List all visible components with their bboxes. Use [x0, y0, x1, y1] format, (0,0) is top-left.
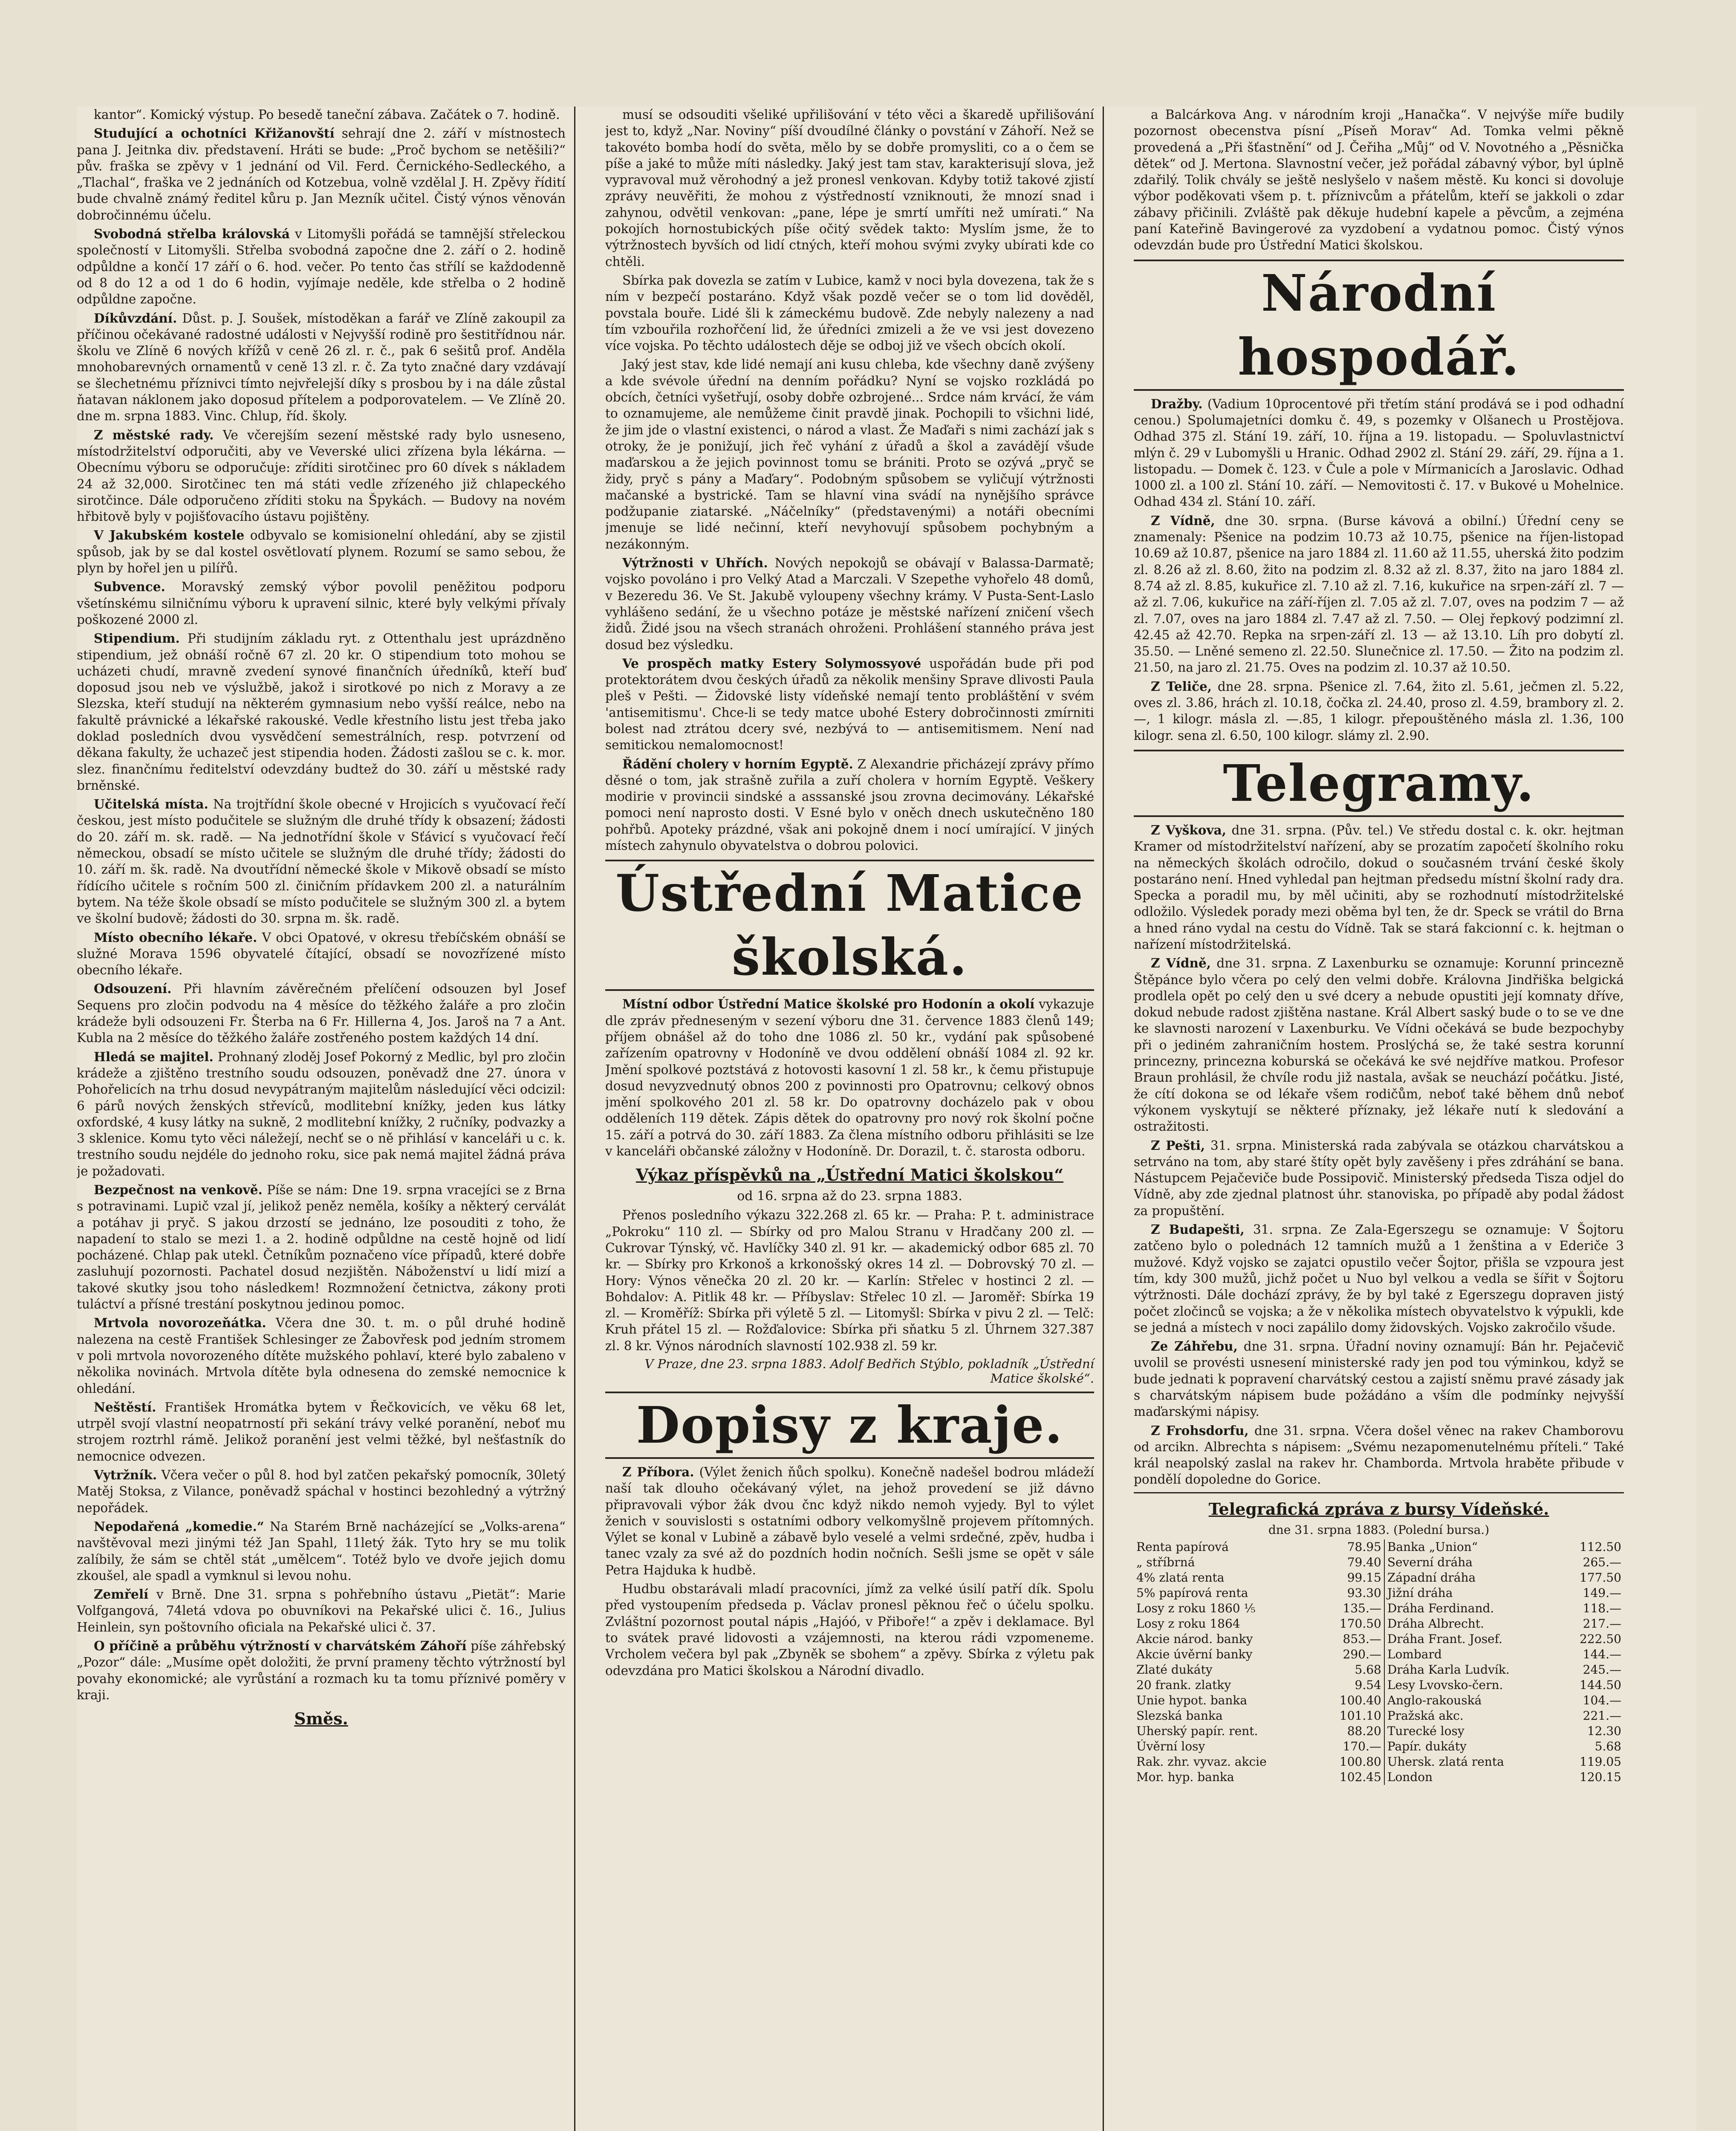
stock-value: 135.— [1320, 1601, 1384, 1616]
stock-value: 12.30 [1587, 1724, 1621, 1738]
stock-name: Papír. dukáty [1387, 1739, 1467, 1753]
article-lead: Zemřelí [94, 1587, 149, 1602]
stock-row [1134, 1708, 1624, 1724]
stock-name: Pražská akc. [1387, 1708, 1464, 1723]
vykaz-subheading: od 16. srpna až do 23. srpna 1883. [737, 1189, 962, 1204]
telegramy-heading: Telegramy. [1134, 750, 1624, 817]
article-paragraph [77, 1586, 566, 1635]
stock-name: Losy z roku 1864 [1136, 1616, 1240, 1631]
column-1 [77, 107, 575, 2131]
stock-name: London [1387, 1770, 1433, 1784]
article-paragraph [1134, 107, 1624, 254]
col2b-articles [605, 996, 1094, 1159]
article-lead: O příčině a průběhu výtržností v charvátském Záhoří [94, 1638, 467, 1654]
stock-row [1134, 1693, 1624, 1708]
stock-value: 265.— [1583, 1555, 1621, 1569]
stock-value: 100.80 [1320, 1754, 1384, 1770]
stock-value: 120.15 [1580, 1770, 1621, 1784]
article-text: Moravský zemský výbor povolil peněžitou podporu všetínskému silničnímu výboru k upravení silnic, které byly velkými přívaly poškozené 2000 zl. [77, 580, 566, 627]
article-paragraph [1134, 822, 1624, 953]
stock-name: Akcie úvěrní banky [1136, 1647, 1253, 1661]
stock-name: Dráha Frant. Josef. [1387, 1631, 1502, 1646]
stock-value: 99.15 [1320, 1570, 1384, 1585]
article-lead: Mrtvola novorozeňátka. [94, 1315, 266, 1331]
article-text: píše záhřebský „Pozor“ dále: „Musíme opět doložiti, že první prameny těchto výtržností byl povahy ekonomické; ale vyrůstání a rozmach ku ta tomu příznivé poměry v kraji. [77, 1639, 566, 1702]
dopisy-heading: Dopisy z kraje. [605, 1392, 1094, 1459]
stock-value: 9.54 [1320, 1678, 1384, 1693]
stock-value: 853.— [1320, 1631, 1384, 1647]
article-paragraph [77, 796, 566, 927]
article-lead: Ze Záhřebu, [1151, 1339, 1238, 1354]
article-lead: Místní odbor Ústřední Matice školské pro Hodonín a okolí [622, 996, 1035, 1012]
stock-name: Západní dráha [1387, 1570, 1476, 1585]
stock-value: 78.95 [1320, 1539, 1384, 1555]
article-paragraph [77, 310, 566, 424]
stock-name: Dráha Albrecht. [1387, 1616, 1484, 1631]
article-paragraph [605, 356, 1094, 552]
article-paragraph [77, 427, 566, 525]
article-lead: Z Vyškova, [1151, 822, 1227, 837]
article-text: Včera dne 30. t. m. o půl druhé hodině nalezena na cestě František Schlesinger ze Žabovřesk pod jedním stromem v poli mrtvola novorozeného dítěte mužského pohlaví, které bylo zabaleno v několika novinách. Mrtvola dítěte byla odnesena do zemské nemocnice k ohledání. [77, 1316, 566, 1396]
stock-name: Akcie národ. banky [1136, 1631, 1253, 1646]
article-lead: Subvence. [94, 579, 165, 595]
article-text: (Výlet ženich ňůch spolku). Konečně nadešel bodrou mládeží naší tak dlouho očekávaný výlet, na jehož provedení se již dávno připravovali výbor žák dvou čnc když nikdo nemoh vyjedy. Byl to výlet ženich v souvislosti s ostatními odbory velkomyšlně projevem přítomných. Výlet se konal v Lubině a zábavě bylo veselé a velmi srdečné, zpěv, hudba i tanec vzaly za své až do pozdních hodin nočních. Sešli jsme se opět v sále Petra Hajduka k hudbě. [605, 1465, 1095, 1577]
stock-value: 177.50 [1580, 1570, 1621, 1585]
stock-row [1134, 1616, 1624, 1631]
article-text: dne 31. srpna. Včera došel věnec na rakev Chamborovu od arcikn. Albrechta s nápisem: „Svému nezapomenutelnému příteli.“ Také král neapolský zaslal na rakev hr. Chamborda. Mrtvola hraběte přibude v pondělí dopoledne do Gorice. [1134, 1423, 1624, 1487]
article-paragraph [1134, 1423, 1624, 1488]
divider [1134, 1492, 1624, 1493]
article-text: Sbírka pak dovezla se zatím v Lubice, kamž v noci byla dovezena, tak že s ním v bezpečí postaráno. Když však pozdě večer se o tom lid dověděl, povstala bouře. Lidé šli k zámeckému budově. Zde nebyly nalezeny a nad tím vzbouřila rozhořčení lid, že úředníci zmizeli a že ve vsi jest dovezeno více vojska. Po těchto událostech děje se odboj již ve všech obcích okolí. [605, 273, 1094, 353]
stock-row [1134, 1585, 1624, 1601]
article-lead: Řádění cholery v horním Egyptě. [622, 756, 853, 771]
article-paragraph [1134, 396, 1624, 510]
article-paragraph [605, 272, 1094, 354]
stock-subheading: dne 31. srpna 1883. (Polední bursa.) [1268, 1522, 1490, 1537]
stock-name: Uherský papír. rent. [1136, 1724, 1258, 1738]
article-text: Na trojtřídní škole obecné v Hrojicích s vyučovací řečí českou, jest místo podučitele se služným dle druhé třídy k obsazení; žádosti do 20. září m. sk. radě. — Na jednotřídní škole v Sťávicí s vyučovací řečí německou, obsadí se místo učitele se služným dle druhé třídy; žádosti do 10. září m. šk. radě. Na dvoutřídní německé škole v Mikově obsadí se místo řídícího učitele s ročním 500 zl. činičním přídavkem 200 zl. a naturálním bytem. Na téže škole obsadí se místo podučitele se služným 300 zl. a bytem ve školní budově; žádosti do 30. srpna m. šk. radě. [77, 797, 566, 926]
article-lead: Učitelská místa. [94, 797, 208, 812]
article-lead: Z Vídně, [1151, 956, 1211, 971]
col3-articles [1134, 107, 1624, 254]
article-lead: Svobodná střelba královská [94, 226, 290, 242]
article-lead: Z Budapešti, [1151, 1222, 1245, 1237]
stock-name: Turecké losy [1387, 1724, 1464, 1738]
article-paragraph [1134, 1338, 1624, 1420]
stock-value: 118.— [1583, 1601, 1621, 1615]
stock-name: Severní dráha [1387, 1555, 1473, 1569]
stock-name: Anglo-rakouská [1387, 1693, 1482, 1707]
article-paragraph [77, 527, 566, 576]
stock-name: Uhersk. zlatá renta [1387, 1754, 1504, 1769]
article-lead: Stipendium. [94, 631, 180, 646]
stock-name: Jižní dráha [1387, 1585, 1453, 1600]
stock-heading: Telegrafická zpráva z bursy Vídeňské. [1208, 1499, 1549, 1519]
stock-value: 290.— [1320, 1647, 1384, 1662]
stock-value: 88.20 [1320, 1724, 1384, 1739]
article-text: musí se odsouditi všeliké upřilišování v této věci a škaredě upřilišování jest to, když „Nar. Noviny“ píší dvoudílné články o povstání v Záhoří. Než se takovéto bomba hodí do světa, mělo by se dobře promysliti, co a o čem se píše a jaké to může míti následky. Jaký jest tam stav, karakterisují slova, jež vypravoval muž věrohodný a jež pronesl venkovan. Kdyby totiž takové zjistí zprávy neuvěřiti, že mohou z výstředností vzniknouti, že mnozí snad i zahynou, odvětil venkovan: „pane, lépe je smrtí umříti než umírati.“ Na pokojích hornostubických píše očitý svědek takto: Myslím jsme, že to výtržnostech byvších od lidí ctných, kteří mohou svými zvyky ubírati kde co chtěli. [605, 107, 1094, 269]
stock-row [1134, 1739, 1624, 1754]
article-text: Důst. p. J. Soušek, místoděkan a farář ve Zlíně zakoupil za příčinou očekávané radostné události v Nejvyšší rodině pro šestitřídnou nár. školu ve Zlíně 6 nových křížů v ceně 26 zl. r. č., pak 6 sešitů prof. Anděla mnohobarevných ornamentů v ceně 13 zl. r. č. Za tyto značné dary vzdávají se šlechetnému příznivci tímto nejvřelejší díky s prosbou by i na dále zůstal ňatavan náklonem jako doposud přítelem a podporovatelem. — Ve Zlíně 20. dne m. srpna 1883. Vinc. Chlup, říd. školy. [77, 311, 566, 424]
stock-value: 112.50 [1580, 1539, 1621, 1554]
article-paragraph [77, 1638, 566, 1703]
col1-articles [77, 107, 566, 1703]
article-text: dne 31. srpna. Z Laxenburku se oznamuje: Korunní princezně Štěpánce bylo včera po celý den velmi dobře. Královna Jindřiška belgická prodlela opět po celý den u své dcery a nebude opustiti její komnaty dříve, dokud nebude radost zjištěna nastane. Král Albert saský bude o to se ve dne ke slavnosti narození v Laxenburku. Ve Vídni očekává se bude bezpochyby při o jediném zahraničním hostem. Proslýchá se, že také sestra korunní princezny, princezna koburská se očekává ke své nejdříve matkou. Profesor Braun prohlásil, že chvíle rodu již nastala, avšak se neuchází počátku. Jisté, že cítí dokona se od lékaře všem rodičům, neboť také během dnů neboť výkonem vyskytují se některé příznaky, jež lékaře nutí k sledování a ostražitosti. [1134, 956, 1624, 1134]
article-lead: Z městské rady. [94, 427, 214, 442]
stock-table [1134, 1539, 1624, 1785]
stock-row [1134, 1601, 1624, 1616]
stock-value: 79.40 [1320, 1555, 1384, 1570]
article-lead: Z Pešti, [1151, 1138, 1205, 1153]
article-text: uspořádán bude při pod protektorátem dvou českých úřadů za několik menšiny Sprave dlivosti Paula pleš v Pešti. — Židovské listy vídeňské nemají tento probláštění v svém 'antisemitismu'. Chce-li se tedy matce ubohé Estery dobročinnosti zmírniti bolest nad ztrátou dcery své, nezbývá to — antisemitismem. Není nad semitickou nemalomocnost! [605, 656, 1094, 753]
article-text: Při hlavním závěrečném přelíčení odsouzen byl Josef Sequens pro zločin podvodu na 4 měsíce do těžkého žaláře a pro zločin krádeže byli odsouzeni Fr. Šterba na 6 Fr. Hillerna 4, Jos. Jaroš na 7 a Ant. Kubla na 2 měsíce do těžkého žaláře zostřeného postem každých 14 dní. [77, 982, 566, 1045]
article-lead: Nepodařená „komedie.“ [94, 1519, 264, 1534]
article-paragraph [77, 107, 566, 123]
article-paragraph [605, 996, 1094, 1159]
article-text: Při studijním základu ryt. z Ottenthalu jest uprázdněno stipendium, jež obnáší ročně 67 zl. 20 kr. O stipendium toto mohou se ucházeti chudí, mravně zvedení synové finančních úředníků, kteří buď doposud jsou neb ve výslužbě, jakož i sirotkové po nich z Moravy a ze Slezska, kteří studují na některém gymnasium nebo vyšší reálce, nebo na fakultě právnické a lékařské rakouské. Vedle křestního listu jest třeba jako doklad posledních dvou vysvědčení semestrálních, resp. potvrzení od děkana fakulty, že uchazeč jest stipendia hoden. Žádosti zašlou se c. k. mor. slez. finančnímu ředitelství odevzdány budtež do 30. září u městské rady brněnské. [77, 631, 566, 793]
article-text: Jaký jest stav, kde lidé nemají ani kusu chleba, kde všechny daně zvýšeny a kde svévole úřední na denním pořádku? Nyní se vojsko rozkládá po obcích, četníci vyšetřují, osoby dobře ozbrojené... Srdce nám krvácí, že vám to oznamujeme, ale nemůžeme činit pravdě jinak. Pochopili to všichni lidé, že jim jde o vlastní existenci, o národ a vlast. Že Maďaři s nimi zachází jak s otroky, že je ponižují, jich řeč vyhání z úřadů a škol a zavádějí všude maďarskou a že jejich povinnost tomu se brániti. Proto se ozývá „pryč se židy, pryč s pány a Maďary“. Podobným spůsobem se vyličují výtržnosti mačanské a bystrické. Tam se hlavní vina svádí na nynějšího správce podžupanie ziatarské. „Náčelníky“ (představenými) a notáři obecními jmenuje se lidé nečinní, kteří nevyhovují spůsobem pochybným a nezákonným. [605, 357, 1094, 552]
article-paragraph [77, 1519, 566, 1584]
stock-row [1134, 1754, 1624, 1770]
col3c-articles [1134, 822, 1624, 1488]
article-lead: Dražby. [1151, 396, 1203, 411]
article-lead: Ve prospěch matky Estery Solymossyové [622, 655, 921, 671]
stock-row [1134, 1631, 1624, 1647]
article-paragraph [1134, 513, 1624, 676]
smes-heading: Směs. [294, 1709, 348, 1729]
stock-name: Úvěrní losy [1136, 1739, 1205, 1753]
article-paragraph [1134, 955, 1624, 1135]
article-lead: Z Teliče, [1151, 679, 1212, 694]
col2c-articles [605, 1207, 1094, 1354]
article-text: Na Starém Brně nacházející se „Volks-arena“ navštěvoval mezi jinými též Jan Spahl, 11letý žák. Tyto hry se mu tolik zalíbily, že sám se chtěl stát „umělcem“. Totéž bylo ve dvoře jejich domu zkoušel, ale spadl a vymknul si levou nohu. [77, 1519, 566, 1583]
article-paragraph [77, 1049, 566, 1179]
article-paragraph [605, 655, 1094, 754]
stock-name: Dráha Ferdinand. [1387, 1601, 1494, 1615]
article-paragraph [77, 1315, 566, 1396]
article-paragraph [605, 107, 1094, 270]
article-lead: Studující a ochotníci Křižanovští [94, 126, 335, 141]
column-2 [605, 107, 1104, 2131]
vykaz-signature: V Praze, dne 23. srpna 1883. Adolf Bedřich Stýblo, pokladník „Ústřední Matice školské“. [644, 1357, 1094, 1386]
article-text: kantor“. Komický výstup. Po besedě taneční zábava. Začátek o 7. hodině. [94, 107, 560, 122]
stock-row [1134, 1678, 1624, 1693]
stock-name: Banka „Union“ [1387, 1539, 1478, 1554]
stock-value: 144.50 [1580, 1678, 1621, 1692]
stock-value: 5.68 [1594, 1739, 1621, 1753]
stock-name: Lombard [1387, 1647, 1442, 1661]
article-text: Prohnaný zloděj Josef Pokorný z Medlic, byl pro zločin krádeže a zjištěno trestního soudu odsouzen, poněvadž dne 27. února v Pohořelicích na trhu dosud nevypátraným majitelům následující věci odcizil: 6 párů nových ženských střevíců, modlitební knížky, jeden kus látky oxfordské, 4 kusy látky na sukně, 2 modlitební knížky, 2 ručníky, podvazky a 3 sklenice. Komu tyto věci náležejí, nechť se o ně přihlásí v kanceláři u c. k. trestního soudu nejdéle do jednoho roku, sice pak nemá majitel žádná práva je požadovati. [77, 1049, 566, 1178]
stock-value: 217.— [1583, 1616, 1621, 1631]
hospodar-heading: Národní hospodář. [1134, 260, 1624, 391]
article-paragraph [77, 930, 566, 979]
article-paragraph [77, 630, 566, 794]
article-text: V obci Opatové, v okresu třebíčském obnáší se služné Morava 1596 obyvatelé čítající, obsadí se novozřízené místo obecního lékaře. [77, 930, 566, 978]
article-text: sehrají dne 2. září v místnostech pana J. Jeitnka div. představení. Hráti se bude: „Proč bychom se netěšili?“ pův. fraška se zpěvy v 1 jednání od Vil. Ferd. Černického-Sedleckého, a „Tlachal“, fraška ve 2 jednáních od Kotzebua, volně vzdělal J. H. Zpěvy řídití bude chvalně známý ředitel kůru p. Jan Mezník učitel. Čistý výnos věnován dobročinnému účelu. [77, 126, 566, 222]
article-text: odbyvalo se komisionelní ohledání, aby se zjistil spůsob, jak by se dal kostel osvětlovatí plynem. Rozumí se samo sebou, že plyn by hořel jen u pilířů. [77, 528, 566, 576]
stock-value: 245.— [1583, 1662, 1621, 1677]
article-paragraph [605, 1207, 1094, 1354]
stock-row [1134, 1647, 1624, 1662]
article-lead: Bezpečnost na venkově. [94, 1182, 263, 1197]
article-text: 31. srpna. Ministerská rada zabývala se otázkou charvátskou a setrváno na tom, aby staré štíty opět byly zavěšeny i přes zdráhání se bana. Nástupcem Pejačeviče bude Possipovič. Ministerský předseda Tisza odjel do Vídně, aby zde zjednal platnost úhr. stanoviska, po případě aby podal žádost za propuštění. [1134, 1138, 1624, 1218]
stock-name: 4% zlatá renta [1136, 1570, 1225, 1585]
stock-row [1134, 1539, 1624, 1555]
article-lead: Výtržnosti v Uhřích. [622, 555, 768, 571]
article-paragraph [1134, 1138, 1624, 1219]
stock-value: 149.— [1583, 1585, 1621, 1600]
stock-row [1134, 1662, 1624, 1678]
article-text: dne 31. srpna. Úřadní noviny oznamují: Bán hr. Pejačevič uvolil se provésti usnesení ministerské rady jen pod tou výminkou, když se bude jednati k popravení charvátský cestou a zajistí sněmu pravé zásady jak s charvátským nápisem bude požádáno a vším dle podmínky nejvyšší maďarskými nápisy. [1134, 1339, 1624, 1419]
article-text: Přenos posledního výkazu 322.268 zl. 65 kr. — Praha: P. t. administrace „Pokroku“ 110 zl. — Sbírky od pro Malou Stranu v Hradčany 200 zl. — Cukrovar Týnský, vč. Havlíčky 340 zl. 91 kr. — akademický odbor 685 zl. 70 kr. — Sbírky pro Krkonoš a krkonošský okres 14 zl. — Dobrovský 70 zl. — Hory: Výnos věnečka 20 zl. 20 kr. — Karlín: Střelec v hostinci 2 zl. — Bohdalov: A. Pitlik 48 kr. — Příbyslav: Střelec 10 zl. — Jaroměř: Sbírka 19 zl. — Kroměříž: Sbírka při výletě 5 zl. — Litomyšl: Sbírka v pivu 2 zl. — Telč: Kruh přátel 15 zl. — Rožďalovice: Sbírka při sňatku 5 zl. Úhrnem 327.387 zl. 8 kr. Výnos národních slavností 102.938 zl. 59 kr. [605, 1208, 1094, 1353]
article-lead: V Jakubském kostele [94, 528, 245, 543]
stock-value: 104.— [1583, 1693, 1621, 1707]
article-text: dne 30. srpna. (Burse kávová a obilní.) Úřední ceny se znamenaly: Pšenice na podzim 10.73 až 10.75, pšenice na říjen-listopad 10.69 až 10.87, pšenice na jaro 1884 zl. 11.60 až 11.55, uherská žito podzim zl. 8.26 až zl. 8.60, žito na podzim zl. 8.32 až zl. 8.37, žito na jaro 1884 zl. 8.74 až zl. 8.85, kukuřice zl. 7.10 až zl. 7.16, kukuřice na srpen-září zl. 7 — až zl. 7.06, kukuřice na září-říjen zl. 7.05 až zl. 7.07, oves na podzim 7 — až zl. 7.07, oves na jaro 1884 zl. 7.47 až zl. 7.50. — Olej řepkový podzimní zl. 42.45 až 42.70. Repka na srpen-září zl. 13 — až 13.10. Líh pro dobytí zl. 35.50. — Lněné semeno zl. 22.50. Slunečnice zl. 17.50. — Žito na podzim zl. 21.50, na jaro zl. 21.75. Oves na podzim zl. 10.37 až 10.50. [1134, 513, 1624, 675]
article-paragraph [1134, 1221, 1624, 1336]
stock-value: 5.68 [1320, 1662, 1384, 1678]
stock-name: Unie hypot. banka [1136, 1693, 1248, 1707]
stock-value: 101.10 [1320, 1708, 1384, 1724]
article-lead: Z Frohsdorfu, [1151, 1423, 1249, 1438]
article-text: dne 28. srpna. Pšenice zl. 7.64, žito zl. 5.61, ječmen zl. 5.22, oves zl. 3.86, hrách zl. 10.18, čočka zl. 24.40, proso zl. 4.59, brambory zl. 2.—, 1 kilogr. másla zl. —.85, 1 kilogr. přepouštěného másla zl. 1.36, 100 kilogr. sena zl. 6.50, 100 kilogr. slámy zl. 2.90. [1134, 679, 1624, 743]
article-text: František Hromátka bytem v Řečkovicích, ve věku 68 let, utrpěl svojí vlastní neopatrností při sekání trávy velké poranění, neboť mu strojem roztrhl rámě. Jelikož poranění jest velmi těžké, byl nešťastník do nemocnice odvezen. [77, 1400, 566, 1464]
article-lead: Vytržník. [94, 1467, 157, 1483]
article-lead: Z Příbora. [622, 1464, 694, 1479]
article-paragraph [77, 226, 566, 307]
article-text: Píše se nám: Dne 19. srpna vracejíci se z Brna s potravinami. Lupič vzal jí, jelikož peněz neměla, košíky a některý cerválát a potáhav ji pryč. S jakou drzostí se jednáno, lze posouditi z toho, že napadení to stalo se mezi 1. a 2. hodině odpůldne na cestě hojně od lidí pocházené. Chlap pak utekl. Četníkům poznačeno více případů, které dobře zasluhují pozornosti. Pachatel dosud nezjištěn. Náboženství u lidí mizí a takové skutky jsou toho následkem! Rozmnožení četnictva, zákony proti tuláctví a přísné trestání poskytnou jedinou pomoc. [77, 1183, 566, 1312]
stock-name: Dráha Karla Ludvík. [1387, 1662, 1510, 1677]
stock-value: 102.45 [1320, 1770, 1384, 1785]
article-text: v Litomyšli pořádá se tamnější střeleckou společností v Litomyšli. Střelba svobodná započne dne 2. září o 2. hodině odpůldne a končí 17 září o 6. hod. večer. Po tento čas střílí se každodenně od 8 do 12 a od 1 do 6 hodin, vyjímaje neděle, kde střelba o 2 hodině odpůldne započne. [77, 227, 566, 307]
stock-value: 221.— [1583, 1708, 1621, 1723]
article-lead: Hledá se majitel. [94, 1049, 214, 1064]
article-text: dne 31. srpna. (Pův. tel.) Ve středu dostal c. k. okr. hejtman Kramer od místodržitelství nařízení, aby se prozatím započetí školního roku na německých školách odročilo, dokud o současném trvání české školy postaráno není. Hned vyhledal pan hejtman předsedu místní školní rady dra. Specka a poradil mu, by měl učiniti, aby se rozhodnutí místodržitelské odložilo. Výsledek porady mezi oběma byl ten, že dr. Speck se vrátil do Brna a hned ráno vydal na cestu do Vídně. Tak se stará fakcionní c. k. hejtman o nařízení místodržitelská. [1134, 823, 1624, 952]
col2d-articles [605, 1464, 1094, 1679]
article-text: Z Alexandrie přicházejí zprávy přímo děsné o tom, jak strašně zuřila a zuří cholera v horním Egyptě. Veškery modirie v provincii sindské a asssanské jsou zrovna decimovány. Lékařské pomoci není naprosto dosti. V Esné bylo v oněch dnech uskutečněno 180 pohřbů. Apoteky prázdné, však ani pokojně dnem i nocí umírající. V jiných místech zahynulo obyvatelstva o dobrou polovici. [605, 757, 1094, 853]
article-paragraph [605, 555, 1094, 653]
article-paragraph [77, 1399, 566, 1464]
stock-row [1134, 1570, 1624, 1585]
vykaz-heading: Výkaz příspěvků na „Ústřední Matici školskou“ [635, 1165, 1064, 1185]
article-paragraph [605, 1464, 1094, 1578]
stock-value: 170.50 [1320, 1616, 1384, 1631]
stock-value: 93.30 [1320, 1585, 1384, 1601]
stock-value: 100.40 [1320, 1693, 1384, 1708]
col3b-articles [1134, 396, 1624, 744]
article-paragraph [77, 981, 566, 1046]
article-paragraph [77, 579, 566, 628]
stock-value: 119.05 [1580, 1754, 1621, 1769]
article-paragraph [605, 1581, 1094, 1679]
col2-articles [605, 107, 1094, 854]
article-text: Včera večer o půl 8. hod byl zatčen pekařský pomocník, 30letý Matěj Stoksa, z Vilance, poněvadž spáchal v hostinci bezohledný a výtržný nepořádek. [77, 1468, 566, 1515]
article-paragraph [1134, 679, 1624, 744]
stock-row [1134, 1770, 1624, 1785]
stock-name: Losy z roku 1860 ⅕ [1136, 1601, 1256, 1615]
matice-heading: Ústřední Matice školská. [605, 860, 1094, 991]
stock-row [1134, 1555, 1624, 1570]
article-text: a Balcárkova Ang. v národním kroji „Hanačka“. V nejvýše míře budily pozornost obecenstva písní „Píseň Morav“ Ad. Tomka velmi pěkně provedená a „Při šťastnění“ od J. Čeřiha „Můj“ od V. Novotného a „Pěsnička dětek“ od J. Mertona. Slavnostní večer, jež pořádal zábavný výbor, byl úplně zdařilý. Tolik chvály se ještě neslyšelo v našem městě. Ku konci si dovoluje výbor poděkovati všem p. t. příznivcům a přátelům, kteří se jakkoli o zdar zábavy přičinili. Zvláště pak děkuje hudební kapele a pěvcům, a zejména paní Kateřině Bavingerové za vyzdobení a vydatnou pomoc. Čistý výnos odevzdán bude pro Ústřední Matici školskou. [1134, 107, 1624, 253]
stock-name: Slezská banka [1136, 1708, 1223, 1723]
article-text: Ve včerejším sezení městské rady bylo usneseno, místodržitelství odporučiti, aby ve Veverské ulici zřízena byla lékárna. — Obecnímu výboru se odporučuje: zříditi sirotčinec pro 60 dívek s nákladem 24 až 32,000. Sirotčinec ten má státi vedle zřízeného již chlapeckého sirotčince. Dále odporučeno zříditi stoku na Špykách. — Budovy na novém hřbitově byly v pojišťovacího ústavu pojištěny. [77, 427, 566, 524]
stock-value: 222.50 [1580, 1631, 1621, 1646]
article-lead: Díkůvzdání. [94, 310, 177, 326]
article-paragraph [77, 1182, 566, 1312]
stock-name: Rak. zhr. vyvaz. akcie [1136, 1754, 1267, 1769]
article-text: Nových nepokojů se obávají v Balassa-Darmatě; vojsko povoláno i pro Velký Atad a Marczali. V Szepethe vyhořelo 48 domů, v Bezeredu 36. Ve St. Jakubě vyloupeny všechny krámy. V Pusta-Sent-Laslo vyhlášeno sedání, že u všechno potáze je městské nařízení zničení všech židů. Židé jsou na všech stranách ohroženi. Prohlášení stanného práva jest dosud bez výsledku. [605, 556, 1094, 652]
column-3 [1134, 107, 1632, 2131]
stock-name: Mor. hyp. banka [1136, 1770, 1234, 1784]
stock-name: 5% papírová renta [1136, 1585, 1248, 1600]
article-text: vykazuje dle zpráv předneseným v sezení výboru dne 31. července 1883 členů 149; příjem obnášel až do toho dne 1086 zl. 50 kr., vydání pak spůsobené zařízením opatrovny v Hodoníně ve dvou oddělení obnáší 1084 zl. 92 kr. Jmění spolkové poztstává z hotovosti kasovní 1 zl. 58 kr., k čemu přistupuje dosud nevyzvednutý obnos 200 z povinnosti pro Opatrovnu; celkový obnos jmění spolkového 201 zl. 58 kr. Do opatrovny docházelo pak v obou odděleních 119 dětek. Zápis dětek do opatrovny pro nový rok školní počne 15. září a potrvá do 30. září 1883. Za člena místního odboru přihlásiti se lze v kanceláři občanské záložny v Hodoníně. Dr. Dorazil, t. č. starosta odboru. [605, 997, 1094, 1159]
stock-name: „ stříbrná [1136, 1555, 1195, 1569]
article-lead: Z Vídně, [1151, 513, 1215, 528]
article-text: Hudbu obstarávali mladí pracovníci, jímž za velké úsilí patří dík. Spolu před vystoupením předseda p. Václav pronesl pěknou řeč o účelu spolku. Zvláštní pozornost poutal nápis „Hajóó, v Přiboře!“ a zpěv i deklamace. Byl to svátek pravé lidovosti a vzájemnosti, na kterou rádi vzpomeneme. Vrcholem večera byl pak „Zbyněk se sbohem“ a zpěvy. Sbírka z výletu pak odevzdána pro Matici školskou a Národní divadlo. [605, 1582, 1094, 1678]
article-lead: Neštěstí. [94, 1399, 156, 1415]
stock-name: Zlaté dukáty [1136, 1662, 1213, 1677]
article-text: 31. srpna. Ze Zala-Egerszegu se oznamuje: V Šojtoru zatčeno bylo o polednách 12 tamních mužů a 1 ženština a v Ederiče 3 mužové. Když vojsko se zajatci opustilo večer Šojtor, přišla se vzpoura jest tím, kdy 300 mužů, jichž počet u Nuo byl velkou a vedla se šířit v Šojtoru výtržnosti. Dále dochází zprávy, že by byl také z Egerszegu dopraven jistý počet zločinců se vojska; a že v několika místech obyvatelstvo k výpukli, kde se jedná a místech v noci zapálilo domy židovských. Vojsko zakročilo všude. [1134, 1222, 1624, 1335]
newspaper-page [77, 107, 1696, 2131]
article-paragraph [77, 125, 566, 223]
article-text: v Brně. Dne 31. srpna s pohřebního ústavu „Pietät“: Marie Volfgangová, 74letá vdova po obuvníkovi na Pekařské ulici č. 16., Julius Heinlein, syn poštovního oficiala na Pekařské ulici č. 37. [77, 1587, 566, 1634]
article-paragraph [77, 1467, 566, 1516]
article-paragraph [605, 756, 1094, 854]
stock-value: 170.— [1320, 1739, 1384, 1754]
stock-name: 20 frank. zlatky [1136, 1678, 1231, 1692]
stock-name: Lesy Lvovsko-čern. [1387, 1678, 1503, 1692]
article-lead: Odsouzení. [94, 981, 172, 996]
stock-name: Renta papírová [1136, 1539, 1229, 1554]
article-lead: Místo obecního lékaře. [94, 930, 257, 945]
stock-value: 144.— [1583, 1647, 1621, 1661]
stock-row [1134, 1724, 1624, 1739]
article-text: (Vadium 10procentové při třetím stání prodává se i pod odhadní cenou.) Spolumajetníci domku č. 49, s pozemky v Olšanech u Prostějova. Odhad 375 zl. Stání 19. září, 10. října a 19. listopadu. — Spoluvlastnictví mlýn č. 29 v Lubomyšli u Hranic. Odhad 2902 zl. Stání 29. září, 29. října a 1. listopadu. — Domek č. 123. v Čule a pole v Mírmanicích a Jaroslavic. Odhad 1000 zl. a 100 zl. Stání 10. září. — Nemovitosti č. 17. v Bukové u Mohelnice. Odhad 434 zl. Stání 10. září. [1134, 396, 1624, 509]
